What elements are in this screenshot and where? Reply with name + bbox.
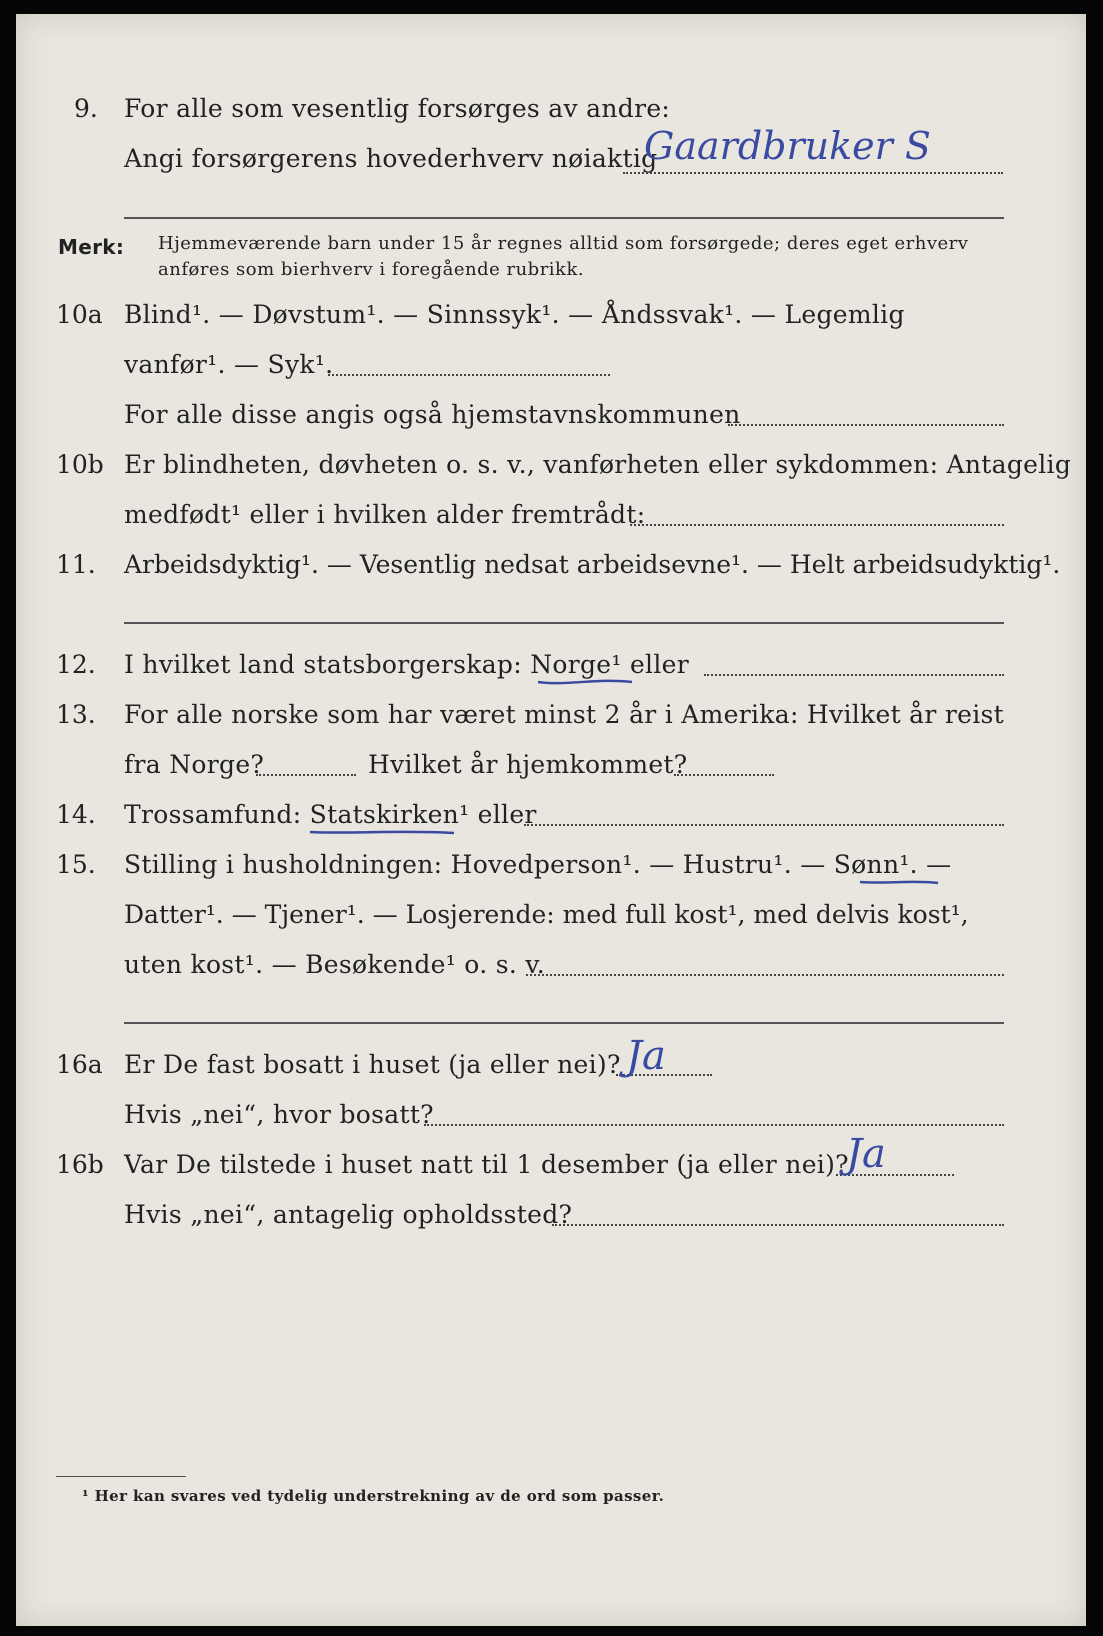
- q12-norge-underline: [536, 674, 636, 690]
- q10a-line3: For alle disse angis også hjemstavnskommunen: [124, 400, 741, 429]
- q11-line1: Arbeidsdyktig¹. — Vesentlig nedsat arbeidsevne¹. — Helt arbeidsudyktig¹.: [124, 550, 1061, 579]
- q14-answer-line: [524, 824, 1004, 826]
- q15-number: 15.: [56, 850, 96, 879]
- q9-handwritten-answer: Gaardbruker S: [644, 124, 931, 168]
- merk-note-line1: Hjemmeværende barn under 15 år regnes alltid som forsørgede; deres eget erhverv: [158, 233, 969, 254]
- q13-line1: For alle norske som har været minst 2 år i Amerika: Hvilket år reist: [124, 700, 1005, 729]
- q16b-number: 16b: [56, 1150, 104, 1179]
- q16a-line2: Hvis „nei“, hvor bosatt?: [124, 1100, 434, 1129]
- merk-note-line2: anføres som bierhverv i foregående rubrikk.: [158, 259, 585, 280]
- q15-line1: Stilling i husholdningen: Hovedperson¹. — Hustru¹. — Sønn¹. —: [124, 850, 952, 879]
- census-form-page: [16, 14, 1086, 1626]
- q10a-number: 10a: [56, 300, 103, 329]
- merk-label: Merk:: [58, 235, 125, 259]
- q13-departure-line: [256, 774, 356, 776]
- q10b-number: 10b: [56, 450, 104, 479]
- q10b-line2: medfødt¹ eller i hvilken alder fremtrådt:: [124, 500, 646, 529]
- q13-line2b: Hvilket år hjemkommet?: [368, 750, 688, 779]
- q10a-line2: vanfør¹. — Syk¹.: [124, 350, 334, 379]
- q12-number: 12.: [56, 650, 96, 679]
- q15-line2: Datter¹. — Tjener¹. — Losjerende: med full kost¹, med delvis kost¹,: [124, 900, 969, 929]
- q10a-answer-line: [328, 374, 610, 376]
- q11-blank-line: [124, 622, 1004, 624]
- q14-line1: Trossamfund: Statskirken¹ eller: [124, 800, 537, 829]
- q16b-handwritten-answer: Ja: [846, 1131, 886, 1177]
- q10a-line1: Blind¹. — Døvstum¹. — Sinnssyk¹. — Åndssvak¹. — Legemlig: [124, 300, 905, 329]
- q14-statskirken-underline: [308, 824, 458, 840]
- q15-line3: uten kost¹. — Besøkende¹ o. s. v.: [124, 950, 546, 979]
- q12-answer-line: [704, 674, 1004, 676]
- q16a-number: 16a: [56, 1050, 103, 1079]
- q14-number: 14.: [56, 800, 96, 829]
- q9-label: Angi forsørgerens hovederhverv nøiaktig: [124, 144, 658, 173]
- q12-line1: I hvilket land statsborgerskap: Norge¹ eller: [124, 650, 689, 679]
- q16a-handwritten-answer: Ja: [626, 1033, 666, 1079]
- q9-question: For alle som vesentlig forsørges av andre:: [124, 94, 671, 123]
- q16a-line1: Er De fast bosatt i huset (ja eller nei)?: [124, 1050, 621, 1079]
- q16b-whereabouts-line: [552, 1224, 1004, 1226]
- q16b-line1: Var De tilstede i huset natt til 1 desember (ja eller nei)?: [124, 1150, 849, 1179]
- q16a-residence-line: [424, 1124, 1004, 1126]
- q16b-line2: Hvis „nei“, antagelig opholdssted?: [124, 1200, 573, 1229]
- q10b-answer-line: [630, 524, 1004, 526]
- q15-sonn-underline: [858, 874, 942, 890]
- q10a-hometown-line: [728, 424, 1004, 426]
- q10b-line1: Er blindheten, døvheten o. s. v., vanførheten eller sykdommen: Antagelig: [124, 450, 1072, 479]
- q11-number: 11.: [56, 550, 96, 579]
- q13-return-line: [674, 774, 774, 776]
- q9-blank-line: [124, 217, 1004, 219]
- q9-number: 9.: [74, 94, 98, 123]
- footnote: ¹ Her kan svares ved tydelig understrekning av de ord som passer.: [82, 1487, 665, 1505]
- q15-answer-line: [526, 974, 1004, 976]
- footnote-rule: [56, 1476, 186, 1477]
- q15-blank-line: [124, 1022, 1004, 1024]
- q9-answer-line: [623, 172, 1003, 174]
- q13-number: 13.: [56, 700, 96, 729]
- q13-line2a: fra Norge?: [124, 750, 265, 779]
